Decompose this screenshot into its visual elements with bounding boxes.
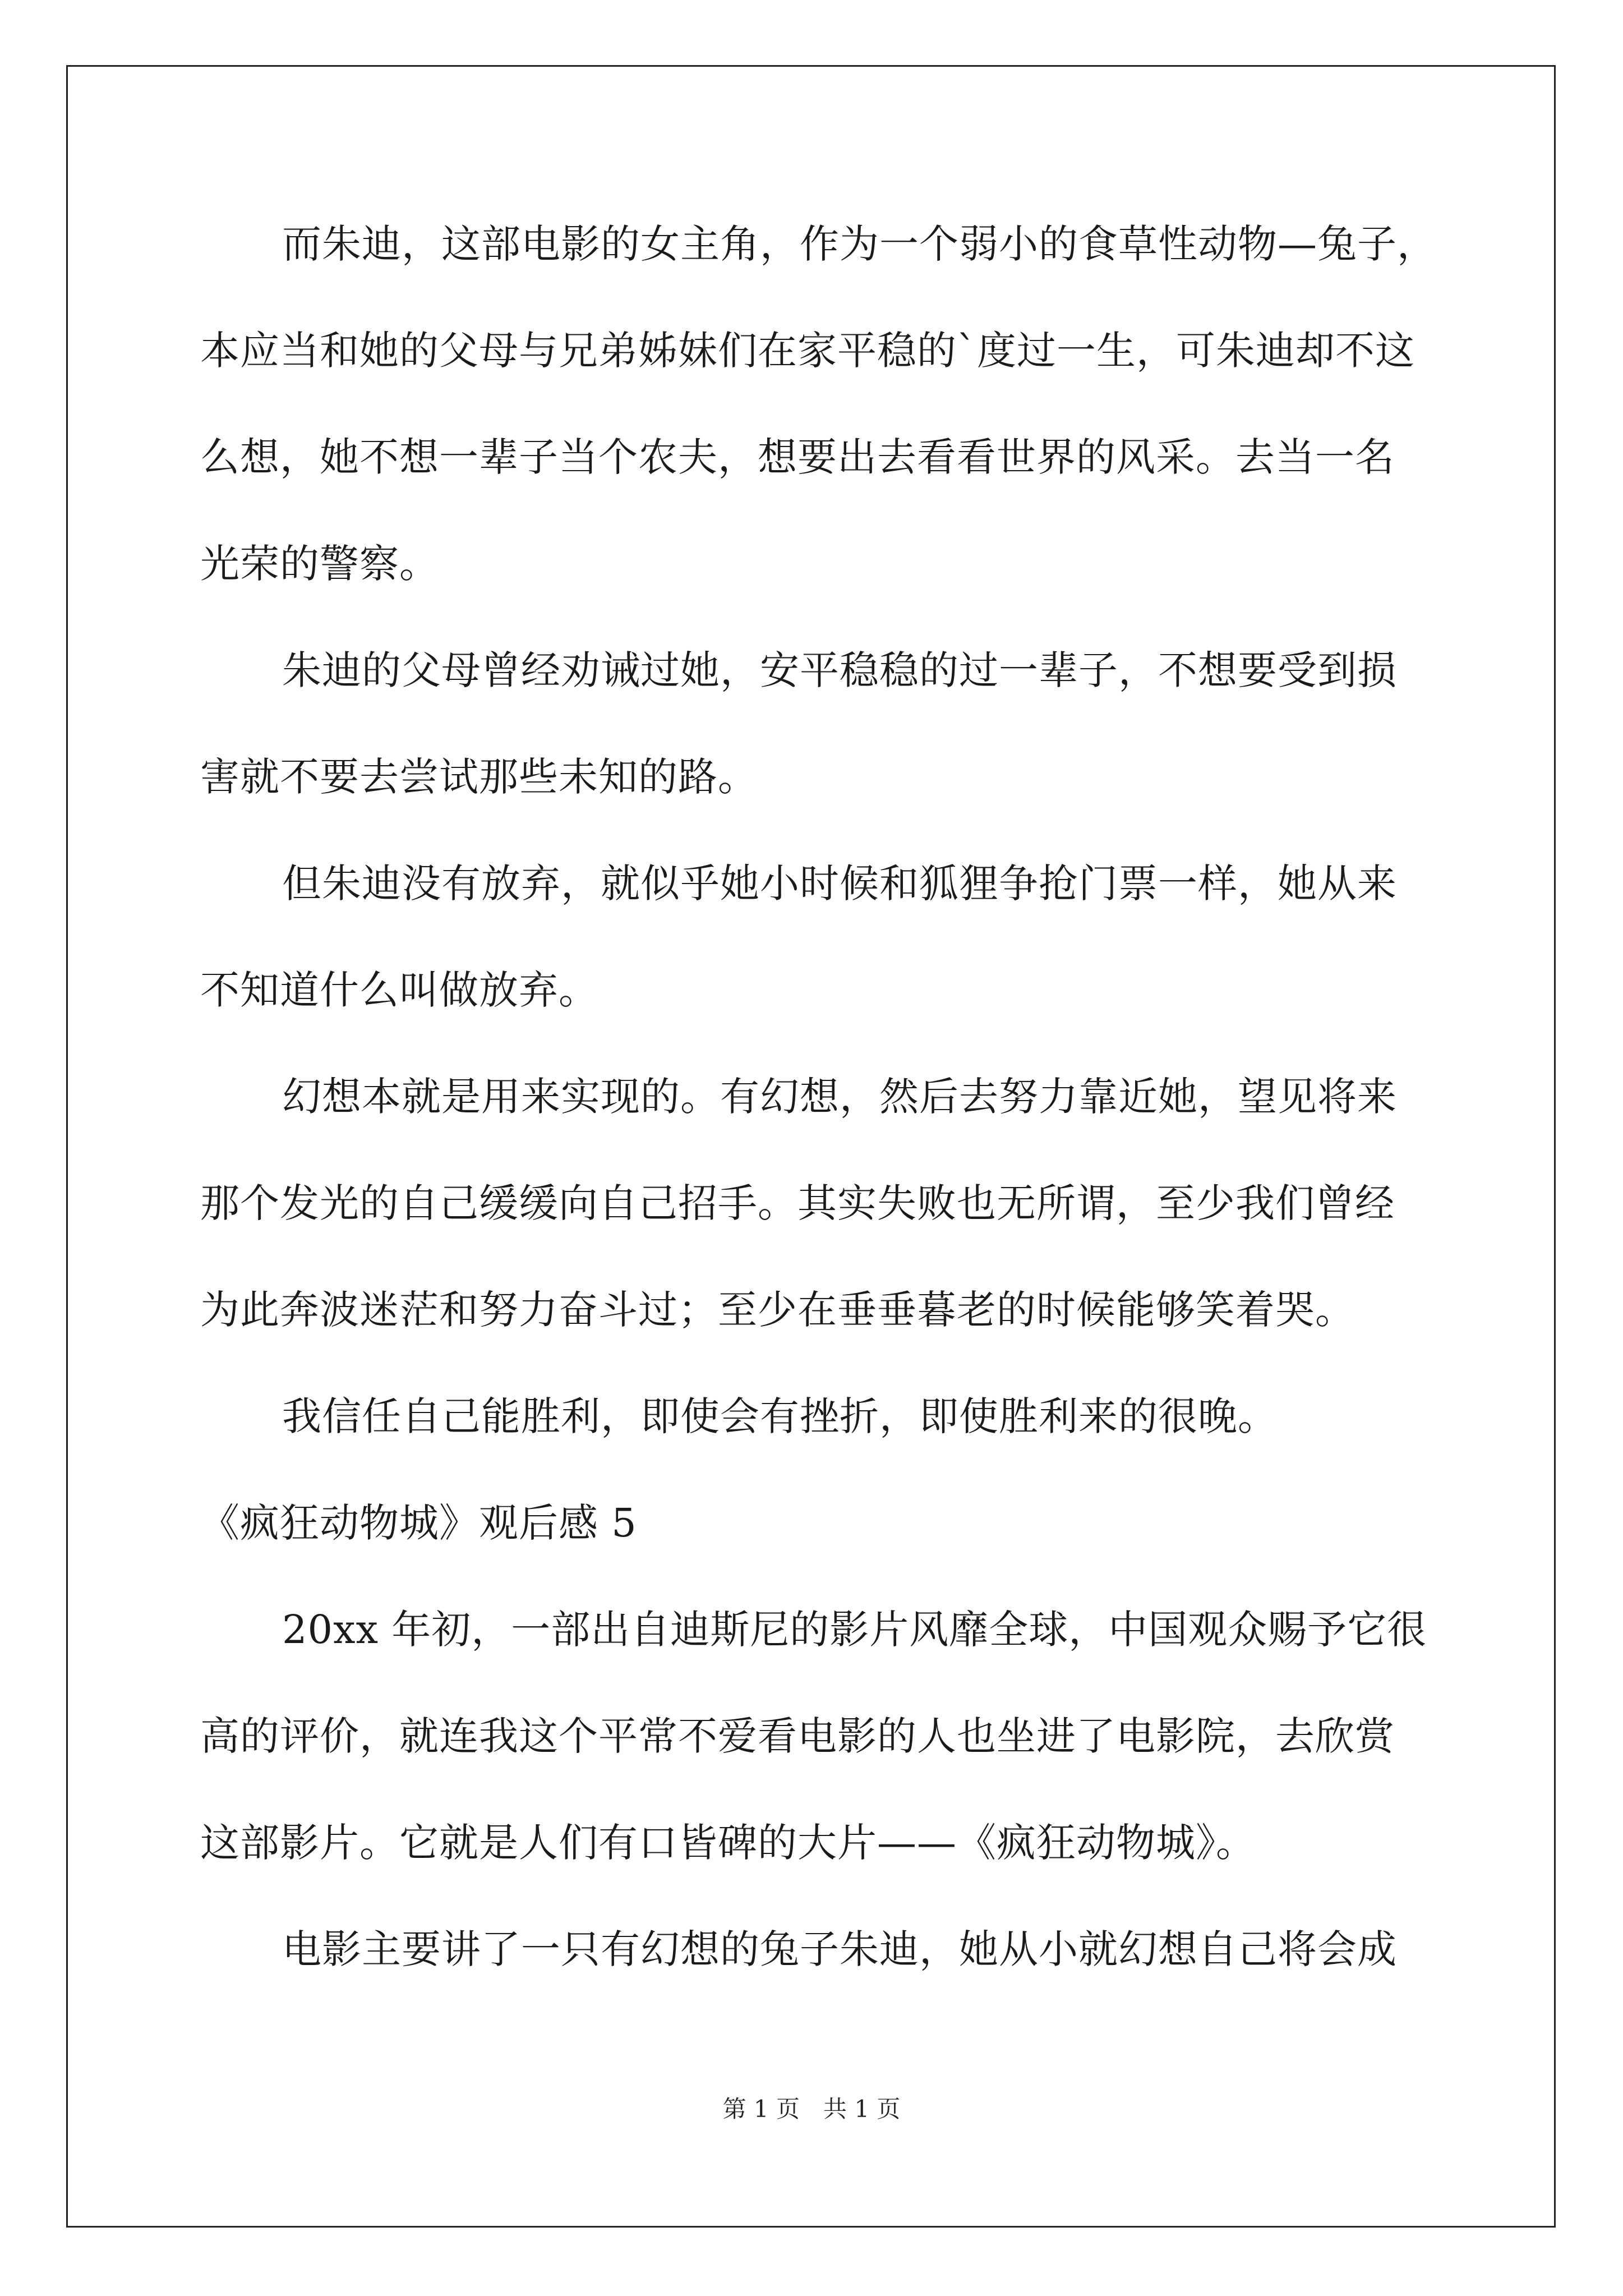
paragraph-6-line-1: 20xx 年初，一部出自迪斯尼的影片风靡全球，中国观众赐予它很 (282, 1607, 1427, 1653)
paragraph-1-line-4: 光荣的警察。 (200, 541, 439, 587)
paragraph-7-line-1: 电影主要讲了一只有幻想的兔子朱迪，她从小就幻想自己将会成 (282, 1926, 1397, 1972)
paragraph-4-line-3: 为此奔波迷茫和努力奋斗过；至少在垂垂暮老的时候能够笑着哭。 (200, 1287, 1355, 1333)
section-heading: 《疯狂动物城》观后感 5 (200, 1500, 637, 1546)
paragraph-5-line-1: 我信任自己能胜利，即使会有挫折，即使胜利来的很晚。 (282, 1393, 1278, 1439)
paragraph-1-line-3: 么想，她不想一辈子当个农夫，想要出去看看世界的风采。去当一名 (200, 434, 1395, 480)
paragraph-3-line-2: 不知道什么叫做放弃。 (200, 967, 598, 1013)
paragraph-1-line-2: 本应当和她的父母与兄弟姊妹们在家平稳的`度过一生，可朱迪却不这 (200, 328, 1415, 374)
paragraph-6-line-3: 这部影片。它就是人们有口皆碑的大片——《疯狂动物城》。 (200, 1820, 1256, 1866)
page-number-footer: 第 1 页 共 1 页 (722, 2095, 901, 2123)
paragraph-3-line-1: 但朱迪没有放弃，就似乎她小时候和狐狸争抢门票一样，她从来 (282, 861, 1397, 907)
paragraph-2-line-1: 朱迪的父母曾经劝诫过她，安平稳稳的过一辈子，不想要受到损 (282, 647, 1397, 693)
paragraph-1-line-1: 而朱迪，这部电影的女主角，作为一个弱小的食草性动物—兔子， (282, 221, 1437, 267)
paragraph-4-line-1: 幻想本就是用来实现的。有幻想，然后去努力靠近她，望见将来 (282, 1074, 1397, 1120)
paragraph-4-line-2: 那个发光的自己缓缓向自己招手。其实失败也无所谓，至少我们曾经 (200, 1180, 1395, 1226)
paragraph-6-line-2: 高的评价，就连我这个平常不爱看电影的人也坐进了电影院，去欣赏 (200, 1713, 1395, 1759)
paragraph-2-line-2: 害就不要去尝试那些未知的路。 (200, 754, 758, 800)
page-border (66, 65, 1556, 2228)
